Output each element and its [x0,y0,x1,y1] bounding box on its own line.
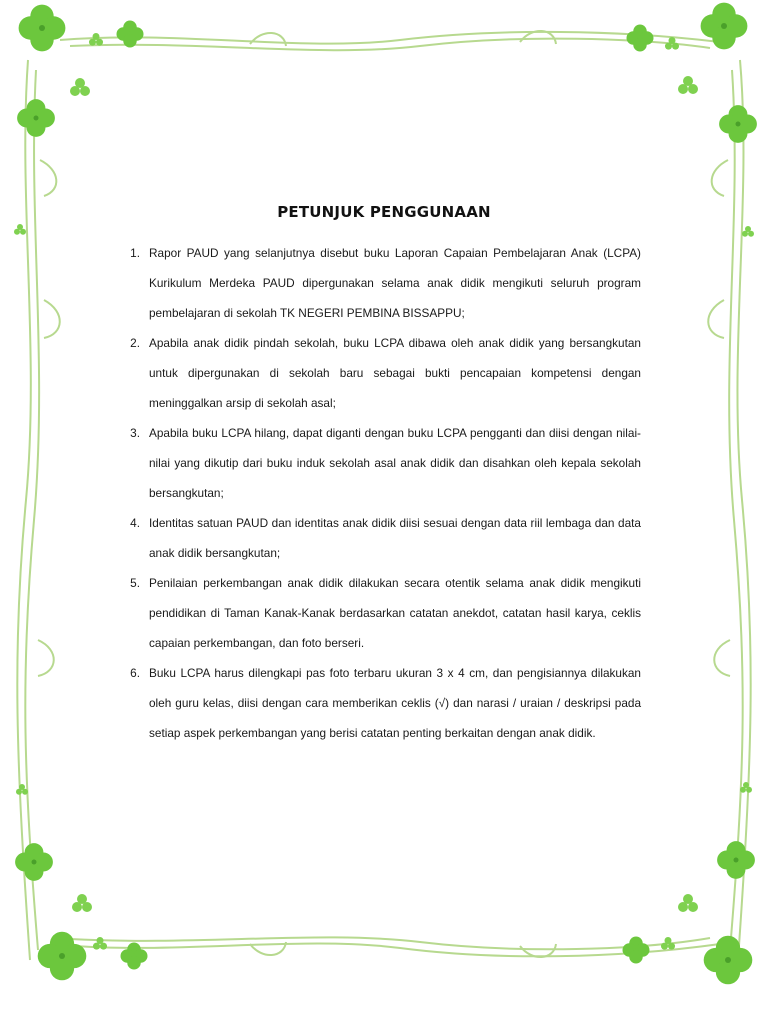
list-item-number: 5. [130,576,140,590]
list-item-text: Apabila anak didik pindah sekolah, buku LCPA dibawa oleh anak didik yang bersangkutan untuk dipergunakan di sekolah baru sebagai bukti pencapaian kompetensi dengan meninggalkan arsip di sekolah asal; [149,336,641,410]
page-title: PETUNJUK PENGGUNAAN [277,203,491,221]
list-item-text: Rapor PAUD yang selanjutnya disebut buku Laporan Capaian Pembelajaran Anak (LCPA) Kurikulum Merdeka PAUD dipergunakan selama anak didik mengikuti seluruh program pembelajaran di sekolah TK NEGERI PEMBINA BISSAPPU; [149,246,641,320]
list-item-number: 6. [130,666,140,680]
list-item [0,568,768,658]
list-item-number: 3. [130,426,140,440]
list-item [0,658,768,748]
list-item-number: 4. [130,516,140,530]
list-item-text: Identitas satuan PAUD dan identitas anak didik diisi sesuai dengan data riil lembaga dan data anak didik bersangkutan; [149,516,641,560]
list-item-text: Buku LCPA harus dilengkapi pas foto terbaru ukuran 3 x 4 cm, dan pengisiannya dilakukan oleh guru kelas, diisi dengan cara memberikan ceklis (√) dan narasi / uraian / deskripsi pada setiap aspek perkembangan yang berisi catatan penting berkaitan dengan anak didik. [149,666,641,740]
instruction-list [0,238,768,748]
list-item-number: 2. [130,336,140,350]
list-item-text: Apabila buku LCPA hilang, dapat diganti dengan buku LCPA pengganti dan diisi dengan nilai-nilai yang dikutip dari buku induk sekolah asal anak didik dan disahkan oleh kepala sekolah bersangkutan; [149,426,641,500]
list-item [0,418,768,508]
list-item [0,328,768,418]
list-item [0,508,768,568]
list-item [0,238,768,328]
list-item-text: Penilaian perkembangan anak didik dilakukan secara otentik selama anak didik mengikuti pendidikan di Taman Kanak-Kanak berdasarkan catatan anekdot, catatan hasil karya, ceklis capaian perkembangan, dan foto berseri. [149,576,641,650]
list-item-number: 1. [130,246,140,260]
